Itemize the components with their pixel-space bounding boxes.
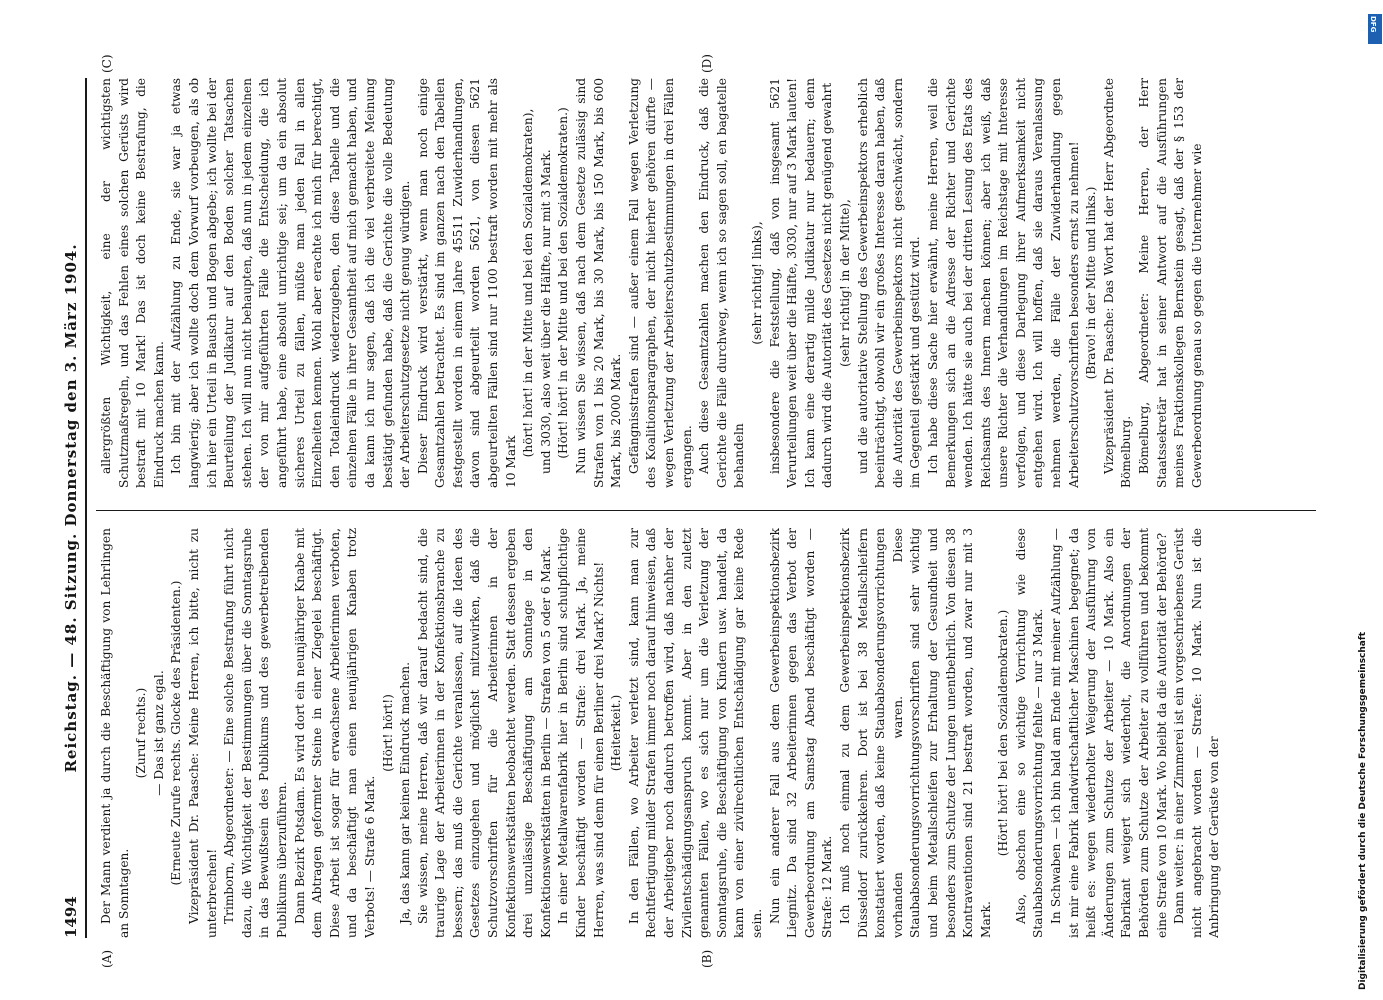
paragraph: Nun wissen Sie wissen, daß nach dem Gesetze zulässig sind Strafen von 1 bis 20 Mark, bis 30 Mark, bis 150 Mark, bis 600 Mark, bis 2000 Mark. [574, 78, 624, 488]
right-column [98, 78, 1313, 488]
paragraph: Ich habe diese Sache hier erwähnt, meine Herren, weil die Bemerkungen sich an die Adresse der Richter und Gerichte wenden. Ich hätte sie auch bei der dritten Lesung des Etats des Reichsamts des Innern machen können; aber ich weiß, daß unsere Richter die Verhandlungen im Reichstage mit Interesse verfolgen, und diese Darlegung ihrer Aufmerksamkeit nicht entgehen wird. Ich will hoffen, daß sie daraus Veranlassung nehmen werden, die Fälle der Zuwiderhandlung gegen Arbeiterschutzvorschriften besonders ernst zu nehmen! [925, 78, 1081, 488]
paragraph: In den Fällen, wo Arbeiter verletzt sind, kann man zur Rechtfertigung milder Strafen immer noch darauf hinweisen, daß der Arbeitgeber noch dadurch betroffen wird, daß nachher der Zivilentschädigungsanspruch kommt. Aber in den zuletzt genannten Fällen, wo es sich nur um die Verletzung der Sonntagsruhe, die Beschäftigung von Kindern usw. handelt, da kann von einer zivilrechtlichen Entschädigung gar keine Rede sein. [626, 528, 764, 938]
paragraph: (hört! hört! in der Mitte und bei den Sozialdemokraten), [521, 108, 536, 458]
margin-mark-d: (D) [700, 54, 714, 73]
paragraph: insbesondere die Feststellung, daß von insgesamt 5621 Verurteilungen weit über die Hälfte, 3030, nur auf 3 Mark lauten! Ich kann eine derartig milde Judikatur nur bedauern; denn dadurch wird die Autorität des Gesetzes nicht genügend gewahrt [767, 78, 835, 488]
page-header [60, 78, 84, 938]
paragraph: Ja, das kann gar keinen Eindruck machen. [398, 661, 413, 924]
paragraph: Auch diese Gesamtzahlen machen den Eindruck, daß die Gerichte die Fälle durchweg, wenn ich so sagen soll, en bagatelle behandeln [697, 78, 747, 488]
paragraph: Bömelburg, Abgeordneter: Meine Herren, der Herr Staatssekretär hat in seiner Antwort auf die Ausführungen meines Fraktionskollegen Bernstein gesagt, daß der § 153 der Gewerbeordnung genau so gegen die Unternehmer wie [1137, 78, 1204, 488]
paragraph: und die autoritative Stellung des Gewerbeinspektors erheblich beeinträchtigt, obwohl wir ein großes Interesse daran haben, daß die Autorität des Gewerbeinspektors nicht geschwächt, sondern im Gegenteil gestärkt und gestützt wird. [855, 78, 923, 488]
paragraph: Dann Bezirk Potsdam. Es wird dort ein neunjähriger Knabe mit dem Abtragen geformter Steine in einer Ziegelei beschäftigt. Diese Arbeit ist sogar für erwachsene Arbeiterinnen verboten, und da beschäftigt man einen neunjährigen Knaben trotz Verbots! — Strafe 6 Mark. [292, 528, 377, 938]
paragraph: (Erneute Zurufe rechts. Glocke des Präsidenten.) [169, 580, 184, 886]
paragraph: und 3030, also weit über die Hälfte, nur mit 3 Mark. [538, 149, 553, 474]
paragraph: (Bravo! in der Mitte und links.) [1084, 186, 1099, 380]
paragraph: (Hört! hört!) [380, 694, 395, 772]
header-rule [85, 78, 87, 938]
paragraph: In einer Metallwarenfabrik hier in Berlin sind schulpflichtige Kinder beschäftigt worden — Strafe: drei Mark. Ja, meine Herren, was sind denn für einen Berliner drei Mark? Nichts! [556, 528, 606, 938]
paragraph: (Zuruf rechts.) [134, 687, 149, 779]
paragraph: — Das ist ganz egal. [151, 670, 166, 796]
paragraph: Nun ein anderer Fall aus dem Gewerbeinspektionsbezirk Liegnitz. Da sind 32 Arbeiterinnen gegen das Verbot der Gewerbeordnung am Samstag Abend beschäftigt worden — Strafe: 12 Mark. [767, 528, 835, 938]
rotated-page-content [60, 54, 1360, 978]
margin-mark-a: (A) [100, 949, 114, 968]
paragraph: Sie wissen, meine Herren, daß wir darauf bedacht sind, die traurige Lage der Arbeiterinnen in der Konfektionsbranche zu bessern; das muß die Gerichte veranlassen, auf die Ideen des Gesetzes einzugehen und möglichst mitzuwirken, daß die Schutzvorschriften für die Arbeiterinnen in der Konfektionswerkstätten beobachtet werden. Statt dessen ergeben drei unzulässige Beschäftigung am Sonntage in den Konfektionswerkstätten in Berlin — Strafen von 5 oder 6 Mark. [415, 528, 553, 938]
dfg-logo-text: DFG [1369, 16, 1377, 33]
paragraph: Gefängnisstrafen sind — außer einem Fall wegen Verletzung des Koalitionsparagraphen, der nicht hierher gehören dürfte — wegen Verletzung der Arbeiterschutzbestimmungen in drei Fällen ergangen. [626, 78, 694, 488]
paragraph: Dieser Eindruck wird verstärkt, wenn man noch einige Gesamtzahlen betrachtet. Es sind im ganzen nach den Tabellen festgestellt worden in einem Jahre 45511 Zuwiderhandlungen, davon sind abgeurteilt worden 5621, von diesen 5621 abgeurteilten Fällen sind nur 1100 bestraft worden mit mehr als 10 Mark [415, 78, 518, 488]
paragraph: Also, obschon eine so wichtige Vorrichtung wie diese Staubabsonderungsvorrichtung fehlte — nur 3 Mark. [1013, 528, 1046, 938]
column-separator [96, 510, 1316, 511]
paragraph: Ich muß noch einmal zu dem Gewerbeinspektionsbezirk Düsseldorf zurückkehren. Dort ist bei 38 Metallschleifern konstatiert worden, daß keine Staubabsonderungsvorrichtungen vorhanden waren. Diese Staubabsonderungsvorrichtungsvorschriften sind sehr wichtig und beim Metallschleifen zur Erhaltung der Gesundheit und besonders zum Schutze der Lungen unentbehrlich. Von diesen 38 Kontraventionen sind 21 bestraft worden, und zwar nur mit 3 Mark. [837, 528, 993, 938]
paragraph: (Hört! hört! in der Mitte und bei den Sozialdemokraten.) [556, 107, 571, 459]
paragraph: Vizepräsident Dr. Paasche: Das Wort hat der Herr Abgeordnete Bömelburg. [1101, 78, 1134, 488]
paragraph: Vizepräsident Dr. Paasche: Meine Herren, ich bitte, nicht zu unterbrechen! [186, 528, 219, 938]
margin-mark-c: (C) [100, 54, 114, 73]
paragraph: (sehr richtig! links), [749, 221, 764, 345]
left-column [98, 528, 1313, 938]
paragraph: allergrößten Wichtigkeit, eine der wichtigsten Schutzmaßregeln, und das Fehlen eines solchen Gerüsts wird bestraft mit 10 Mark! Das ist doch keine Bestrafung, die Eindruck machen kann. [99, 78, 166, 488]
paragraph: In Schwaben — ich bin bald am Ende mit meiner Aufzählung — ist mir eine Fabrik landwirtschaftlicher Maschinen begegnet; da heißt es: wegen wiederholter Weigerung der Ausführung von Änderungen zum Schutze der Arbeiter — 10 Mark. Also ein Fabrikant weigert sich wiederholt, die Anordnungen der Behörden zum Schutze der Arbeiter zu vollführen und bekommt eine Strafe von 10 Mark. Wo bleibt da die Autorität der Behörde? [1049, 528, 1169, 938]
paragraph: Dann weiter: in einer Zimmerei ist ein vorgeschriebenes Gerüst nicht angebracht worden — Strafe: 10 Mark. Nun ist die Anbringung der Gerüste von der [1172, 528, 1222, 938]
digitization-credit: Digitalisierung gefördert durch die Deutsche Forschungsgemeinschaft [1358, 631, 1368, 990]
margin-mark-b: (B) [700, 949, 714, 968]
paragraph: Ich bin mit der Aufzählung zu Ende, sie war ja etwas langwierig; aber ich wollte doch dem Vorwurf vorbeugen, als ob ich hier ein Urteil in Bausch und Bogen abgebe; ich wollte bei der Beurteilung der Judikatur auf den Boden solcher Tatsachen stehen. Ich will nun nicht behaupten, daß nun in jedem einzelnen der von mir aufgeführten Fälle die Entscheidung, die ich angeführt habe, eine absolut unrichtige sei; um da ein absolut sicheres Urteil zu fällen, müßte man jeden Fall in allen Einzelheiten kennen. Wohl aber erachte ich mich für berechtigt, den Totaleindruck wiederzugeben, den diese Tabelle und die einzelnen Fälle in ihrer Gesamtheit auf mich gemacht haben, und da kann ich nur sagen, daß ich die viel verbreitete Meinung bestätigt gefunden habe, daß die Gerichte die volle Bedeutung der Arbeiterschutzgesetze nicht genug würdigen. [169, 78, 413, 488]
paragraph: Trimborn, Abgeordneter: — Eine solche Bestrafung führt nicht dazu, die Wichtigkeit der Bestimmungen über die Sonntagsruhe in das Bewußtsein des Publikums und des gewerbetreibenden Publikums überzuführen. [222, 528, 289, 938]
paragraph: (Hört! hört! bei den Sozialdemokraten.) [996, 609, 1011, 857]
paragraph: (Heiterkeit.) [609, 694, 624, 772]
dfg-logo [1368, 14, 1382, 44]
paragraph: (sehr richtig! in der Mitte), [837, 199, 852, 367]
page-number: 1494 [62, 896, 80, 938]
running-title: Reichstag. — 48. Sitzung. Donnerstag den 3. März 1904. [62, 243, 80, 773]
paragraph: Der Mann verdient ja durch die Beschäftigung von Lehrlingen an Sonntagen. [99, 528, 131, 938]
